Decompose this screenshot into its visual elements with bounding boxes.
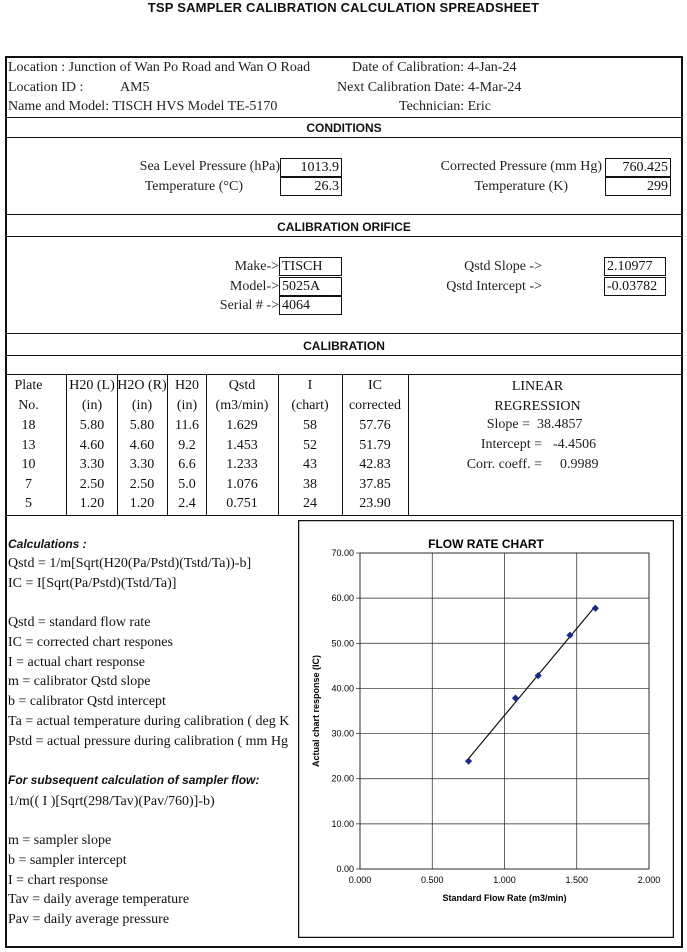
regression-heading-1: LINEAR bbox=[511, 379, 564, 394]
qstd-intercept-value: -0.03782 bbox=[604, 277, 666, 296]
corrected-pressure-label: Corrected Pressure (mm Hg) bbox=[440, 159, 602, 174]
conditions-heading: CONDITIONS bbox=[306, 121, 382, 135]
column-header-unit: corrected bbox=[348, 398, 402, 413]
x-tick-label: 1.000 bbox=[493, 875, 516, 885]
table-cell: 4.60 bbox=[79, 437, 105, 453]
table-cell: 10 bbox=[21, 457, 36, 472]
table-cell: 3.30 bbox=[79, 457, 105, 472]
y-tick-label: 10.00 bbox=[331, 818, 354, 829]
table-cell: 1.20 bbox=[129, 496, 155, 511]
y-tick-label: 40.00 bbox=[331, 683, 354, 694]
date-of-calibration: Date of Calibration: 4-Jan-24 bbox=[352, 60, 517, 75]
table-cell: 2.50 bbox=[129, 476, 155, 492]
table-column-divider bbox=[408, 374, 409, 515]
temperature-k-value: 299 bbox=[605, 177, 671, 196]
orifice-heading: CALIBRATION ORIFICE bbox=[277, 220, 411, 234]
regression-heading-2: REGRESSION bbox=[494, 399, 581, 414]
x-tick-label: 2.000 bbox=[637, 875, 661, 885]
make-value: TISCH bbox=[279, 257, 342, 276]
table-cell: 4.60 bbox=[129, 437, 155, 453]
technician: Technician: Eric bbox=[399, 99, 491, 114]
calibration-heading: CALIBRATION bbox=[303, 339, 385, 353]
column-header: IC bbox=[368, 378, 382, 393]
divider bbox=[5, 137, 683, 138]
corr-coeff-value: 0.9989 bbox=[560, 457, 599, 472]
definition-line: Pstd = actual pressure during calibration ( mm Hg bbox=[8, 733, 289, 749]
divider bbox=[5, 355, 683, 356]
table-cell: 5.80 bbox=[79, 418, 105, 433]
table-cell: 0.751 bbox=[226, 496, 258, 511]
table-cell: 5.80 bbox=[129, 418, 155, 433]
subsequent-heading: For subsequent calculation of sampler flow: bbox=[8, 773, 260, 787]
location-id: AM5 bbox=[120, 80, 150, 95]
table-cell: 1.453 bbox=[226, 437, 258, 453]
table-cell: 3.30 bbox=[129, 457, 155, 472]
table-cell: 24 bbox=[303, 496, 317, 511]
table-cell: 52 bbox=[303, 437, 317, 453]
column-header: Plate bbox=[14, 378, 43, 393]
table-cell: 5 bbox=[25, 496, 32, 511]
table-cell: 6.6 bbox=[178, 457, 196, 472]
serial-value: 4064 bbox=[279, 296, 342, 315]
y-tick-label: 50.00 bbox=[331, 638, 354, 649]
table-cell: 42.83 bbox=[359, 457, 391, 472]
next-calibration-date: Next Calibration Date: 4-Mar-24 bbox=[337, 80, 522, 95]
sampler-definition-line: m = sampler slope bbox=[8, 833, 112, 848]
table-cell: 1.20 bbox=[79, 496, 105, 511]
column-header-unit: (in) bbox=[176, 398, 198, 413]
qstd-intercept-label: Qstd Intercept -> bbox=[446, 279, 542, 294]
definition-line: b = calibrator Qstd intercept bbox=[8, 694, 166, 710]
y-tick-label: 0.00 bbox=[336, 864, 354, 874]
column-header-unit: (in) bbox=[81, 398, 103, 413]
y-tick-label: 60.00 bbox=[331, 593, 354, 604]
chart-title: FLOW RATE CHART bbox=[428, 537, 544, 551]
y-axis-label: Actual chart response (IC) bbox=[311, 654, 321, 768]
temperature-k-label: Temperature (K) bbox=[474, 179, 568, 194]
intercept-value: -4.4506 bbox=[553, 437, 597, 452]
model-label: Model-> bbox=[229, 279, 279, 294]
location-id-label: Location ID : bbox=[8, 80, 84, 95]
definition-line: I = actual chart response bbox=[8, 654, 145, 670]
make-label: Make-> bbox=[234, 259, 279, 274]
table-cell: 18 bbox=[21, 418, 36, 433]
sampler-definition-line: Tav = daily average temperature bbox=[8, 892, 190, 908]
table-cell: 13 bbox=[21, 437, 36, 453]
table-cell: 5.0 bbox=[178, 476, 196, 492]
divider bbox=[5, 333, 683, 334]
table-cell: 58 bbox=[303, 418, 317, 433]
divider bbox=[5, 236, 683, 237]
column-header: H20 (L) bbox=[69, 378, 115, 393]
table-cell: 57.76 bbox=[359, 418, 391, 433]
flow-rate-chart bbox=[298, 520, 674, 938]
x-axis-label: Standard Flow Rate (m3/min) bbox=[442, 893, 567, 903]
intercept-label: Intercept = bbox=[480, 437, 542, 452]
divider bbox=[5, 214, 683, 215]
sampler-definition-line: Pav = daily average pressure bbox=[8, 912, 170, 928]
divider bbox=[5, 374, 683, 375]
table-cell: 9.2 bbox=[178, 437, 196, 453]
table-cell: 1.233 bbox=[226, 457, 258, 472]
table-cell: 2.4 bbox=[178, 496, 196, 511]
calculations-heading: Calculations : bbox=[8, 537, 87, 551]
x-tick-label: 0.500 bbox=[420, 875, 444, 885]
temperature-c-value: 26.3 bbox=[280, 177, 342, 196]
qstd-slope-label: Qstd Slope -> bbox=[464, 259, 542, 274]
formula-qstd: Qstd = 1/m[Sqrt(H20(Pa/Pstd)(Tstd/Ta))-b] bbox=[8, 556, 252, 571]
table-cell: 2.50 bbox=[79, 476, 105, 492]
definition-line: Ta = actual temperature during calibration ( deg K bbox=[8, 714, 290, 729]
table-cell: 7 bbox=[25, 476, 32, 492]
column-header: Qstd bbox=[228, 378, 256, 393]
definition-line: Qstd = standard flow rate bbox=[8, 615, 151, 630]
table-cell: 11.6 bbox=[175, 418, 199, 433]
slope-label: Slope = bbox=[486, 417, 530, 432]
formula-ic: IC = I[Sqrt(Pa/Pstd)(Tstd/Ta)] bbox=[8, 576, 177, 591]
divider bbox=[5, 117, 683, 118]
model-value: 5025A bbox=[279, 277, 342, 296]
definition-line: m = calibrator Qstd slope bbox=[8, 674, 151, 690]
page-title: TSP SAMPLER CALIBRATION CALCULATION SPREADSHEET bbox=[147, 0, 540, 15]
table-cell: 1.076 bbox=[226, 476, 258, 492]
table-cell: 1.629 bbox=[226, 418, 258, 433]
column-header: H20 bbox=[174, 378, 200, 393]
corr-coeff-label: Corr. coeff. = bbox=[466, 457, 542, 472]
column-header-unit: No. bbox=[18, 398, 39, 413]
sampler-definition-line: b = sampler intercept bbox=[8, 852, 127, 868]
slope-value: 38.4857 bbox=[537, 417, 583, 432]
column-header-unit: (chart) bbox=[291, 398, 329, 413]
table-cell: 51.79 bbox=[359, 437, 391, 453]
sampler-definition-line: I = chart response bbox=[8, 872, 109, 888]
x-tick-label: 1.500 bbox=[565, 875, 589, 885]
location: Location : Junction of Wan Po Road and Wan O Road bbox=[8, 60, 311, 75]
column-header-unit: (in) bbox=[131, 398, 153, 413]
temperature-c-label: Temperature (°C) bbox=[144, 179, 243, 194]
table-cell: 43 bbox=[303, 457, 317, 472]
column-header: I bbox=[307, 378, 313, 393]
divider bbox=[5, 515, 683, 516]
definition-line: IC = corrected chart respones bbox=[8, 634, 173, 650]
table-cell: 37.85 bbox=[359, 476, 391, 492]
corrected-pressure-value: 760.425 bbox=[605, 158, 671, 177]
table-cell: 38 bbox=[303, 476, 317, 492]
sea-level-pressure-value: 1013.9 bbox=[280, 158, 342, 177]
y-tick-label: 20.00 bbox=[331, 773, 354, 784]
serial-label: Serial # -> bbox=[219, 298, 279, 313]
y-tick-label: 30.00 bbox=[331, 728, 354, 739]
name-and-model: Name and Model: TISCH HVS Model TE-5170 bbox=[8, 99, 278, 114]
column-header: H2O (R) bbox=[117, 378, 167, 393]
subsequent-formula: 1/m(( I )[Sqrt(298/Tav)(Pav/760)]-b) bbox=[8, 794, 215, 809]
sea-level-pressure-label: Sea Level Pressure (hPa) bbox=[139, 159, 280, 174]
table-cell: 23.90 bbox=[359, 496, 391, 511]
x-tick-label: 0.000 bbox=[348, 875, 372, 885]
y-tick-label: 70.00 bbox=[331, 548, 354, 558]
qstd-slope-value: 2.10977 bbox=[604, 257, 666, 276]
column-header-unit: (m3/min) bbox=[215, 398, 269, 413]
